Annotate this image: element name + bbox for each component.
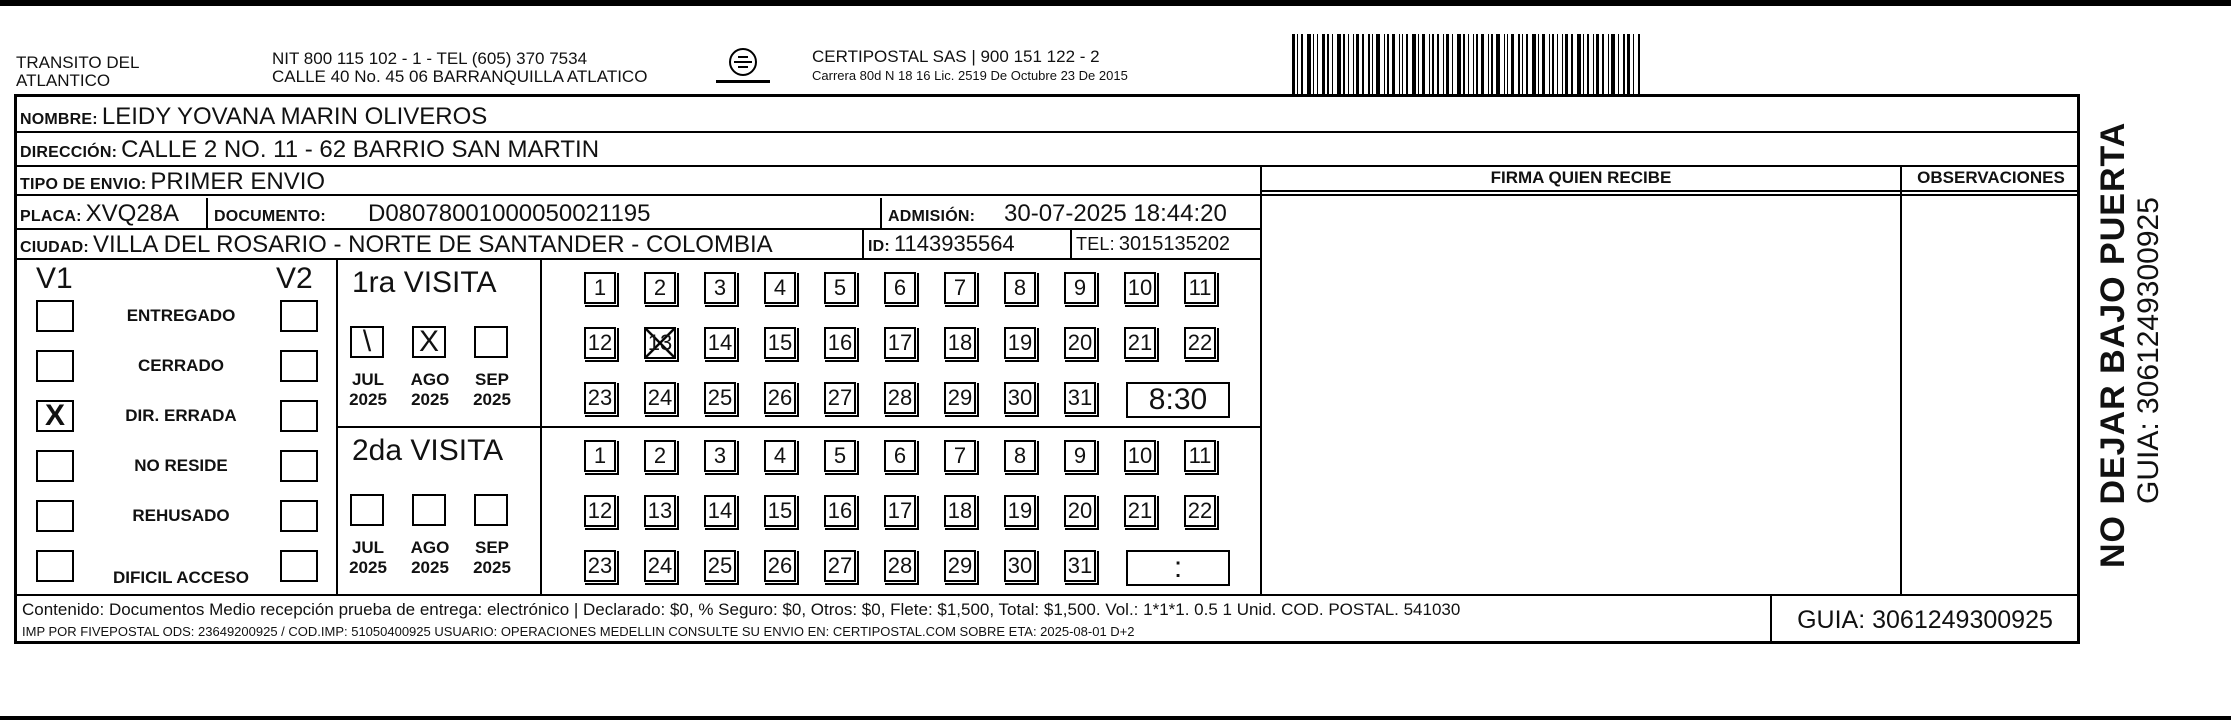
issuer-address: CALLE 40 No. 45 06 BARRANQUILLA ATLATICO: [272, 67, 648, 86]
visit-day-box[interactable]: 28: [884, 382, 916, 414]
rule-plate: [16, 228, 1260, 230]
visit-day-box[interactable]: 7: [944, 272, 976, 304]
visit-day-box[interactable]: 24: [644, 550, 676, 582]
visit-day-box[interactable]: 13: [644, 327, 676, 359]
visit-day-box[interactable]: 23: [584, 550, 616, 582]
barcode-bar: [1488, 34, 1489, 94]
issuer-name: [16, 54, 139, 90]
barcode-bar: [1481, 34, 1484, 94]
visit-day-box[interactable]: 19: [1004, 495, 1036, 527]
visit-month-label: [404, 538, 456, 578]
barcode-bar: [1538, 34, 1539, 94]
barcode-bar: [1443, 34, 1444, 94]
visit-month-label: [404, 370, 456, 410]
admission-divider: [880, 198, 882, 228]
visit-day-box[interactable]: 4: [764, 440, 796, 472]
visit-day-box[interactable]: 26: [764, 382, 796, 414]
admission-value: 30-07-2025 18:44:20: [1004, 200, 1227, 227]
barcode-bar: [1463, 34, 1465, 94]
barcode-bar: [1301, 34, 1303, 94]
barcode-bar: [1593, 34, 1594, 94]
v1-label: V1: [36, 262, 73, 295]
status-option-label: DIFICIL ACCESO: [112, 568, 249, 587]
visit-month-checkbox[interactable]: [474, 326, 508, 358]
barcode-bar: [1562, 34, 1563, 94]
visit-month-checkbox[interactable]: X: [412, 326, 446, 358]
barcode-bar: [1577, 34, 1581, 94]
footer-content-line: Contenido: Documentos Medio recepción prueba de entrega: electrónico | Declarado: $0, % Seguro: $0, Otros: $0, Flete: $1,500, Total: $1,500. Vol.: 1*1*1. 0.5 1 Unid. COD. POSTAL. 541030: [22, 600, 1461, 619]
top-border-line: [0, 0, 2231, 6]
barcode-bar: [1332, 34, 1333, 94]
visit-day-box[interactable]: 8: [1004, 272, 1036, 304]
barcode-bar: [1368, 34, 1370, 94]
certipostal-logo: [712, 46, 774, 90]
barcode-bar: [1511, 34, 1514, 94]
barcode-bar: [1611, 34, 1615, 94]
status-v2-checkbox[interactable]: [280, 350, 318, 382]
month-name: SEP: [474, 538, 510, 557]
barcode-bar: [1522, 34, 1523, 94]
issuer-nit: NIT 800 115 102 - 1 - TEL (605) 370 7534: [272, 49, 588, 68]
visit-day-box[interactable]: 11: [1184, 272, 1216, 304]
status-option-label: NO RESIDE: [134, 456, 228, 475]
id-label: ID:: [868, 238, 890, 255]
barcode-bar: [1557, 34, 1558, 94]
barcode-bar: [1504, 34, 1505, 94]
barcode-bar: [1633, 34, 1634, 94]
name-value: LEIDY YOVANA MARIN OLIVEROS: [101, 103, 488, 130]
month-name: AGO: [410, 538, 450, 557]
visit-day-box[interactable]: 16: [824, 327, 856, 359]
visit-day-box[interactable]: 12: [584, 327, 616, 359]
courier-license: Carrera 80d N 18 16 Lic. 2519 De Octubre 23 De 2015: [812, 68, 1128, 83]
bottom-border-line: [0, 716, 2231, 720]
barcode-bar: [1292, 34, 1295, 94]
visit-time-box[interactable]: 8:30: [1126, 382, 1230, 418]
status-v1-checkbox[interactable]: [36, 450, 74, 482]
courier-name: CERTIPOSTAL SAS | 900 151 122 - 2: [812, 47, 1100, 66]
month-year: 2025: [411, 390, 449, 409]
visit-day-box[interactable]: 27: [824, 550, 856, 582]
status-v1-checkbox[interactable]: X: [36, 400, 74, 432]
month-year: 2025: [473, 558, 511, 577]
month-name: JUL: [351, 370, 385, 389]
barcode-bar: [1542, 34, 1545, 94]
visit-day-box[interactable]: 20: [1064, 495, 1096, 527]
address-label: DIRECCIÓN:: [20, 144, 118, 161]
barcode-bar: [1343, 34, 1345, 94]
visit-day-box[interactable]: 5: [824, 272, 856, 304]
barcode-bar: [1457, 34, 1461, 94]
plate-row: [20, 200, 179, 228]
barcode-bar: [1587, 34, 1589, 94]
plate-divider: [206, 198, 208, 228]
visit-day-box[interactable]: 29: [944, 382, 976, 414]
status-v2-checkbox[interactable]: [280, 500, 318, 532]
visit-split-rule: [336, 426, 1260, 428]
barcode-bar: [1337, 34, 1341, 94]
side-notice: NO DEJAR BAJO PUERTA: [2094, 121, 2132, 568]
visit-day-box[interactable]: 22: [1184, 327, 1216, 359]
shipment-type-label: TIPO DE ENVIO:: [20, 176, 147, 193]
tel-label: TEL:: [1076, 234, 1115, 254]
barcode-bar: [1432, 34, 1434, 94]
visit-day-box[interactable]: 12: [584, 495, 616, 527]
visit-day-box[interactable]: 14: [704, 495, 736, 527]
status-v1-checkbox[interactable]: [36, 550, 74, 582]
rule-signature-header: [1260, 190, 2080, 192]
barcode-bar: [1602, 34, 1604, 94]
barcode-bar: [1322, 34, 1325, 94]
signature-header: FIRMA QUIEN RECIBE: [1490, 168, 1672, 187]
visit-day-box[interactable]: 30: [1004, 550, 1036, 582]
plate-label: PLACA:: [20, 208, 82, 225]
visit-month-label: [466, 538, 518, 578]
visit-day-box[interactable]: 25: [704, 550, 736, 582]
visit-day-box[interactable]: 2: [644, 272, 676, 304]
visit-day-box[interactable]: 31: [1064, 382, 1096, 414]
status-v1-checkbox[interactable]: [36, 500, 74, 532]
visit-month-checkbox[interactable]: [350, 494, 384, 526]
visit-day-box[interactable]: 11: [1184, 440, 1216, 472]
city-row: [20, 231, 773, 259]
visit-day-box[interactable]: 21: [1124, 495, 1156, 527]
barcode-bar: [1491, 34, 1493, 94]
status-v1-checkbox[interactable]: [36, 300, 74, 332]
barcode-bar: [1496, 34, 1500, 94]
visit-day-box[interactable]: 17: [884, 327, 916, 359]
status-v2-checkbox[interactable]: [280, 300, 318, 332]
barcode-bar: [1313, 34, 1314, 94]
address-value: CALLE 2 NO. 11 - 62 BARRIO SAN MARTIN: [121, 136, 600, 163]
admission-label: ADMISIÓN:: [888, 208, 976, 225]
visit-day-box[interactable]: 2: [644, 440, 676, 472]
barcode-bar: [1362, 34, 1364, 94]
status-option-label: CERRADO: [138, 356, 224, 375]
barcode-bar: [1412, 34, 1416, 94]
document-value: D08078001000050021195: [368, 200, 651, 227]
visit-title: 2da VISITA: [352, 434, 504, 467]
visit-day-box[interactable]: 25: [704, 382, 736, 414]
footer-imp-line: IMP POR FIVEPOSTAL ODS: 23649200925 / COD.IMP: 51050400925 USUARIO: OPERACIONES MEDELLIN CONSULTE SU ENVIO EN: CERTIPOSTAL.COM SOBRE ETA: 2025-08-01 D+2: [22, 624, 1135, 639]
barcode-bar: [1618, 34, 1619, 94]
document-label: DOCUMENTO:: [214, 208, 326, 225]
visit-month-label: [342, 370, 394, 410]
visit-day-box[interactable]: 23: [584, 382, 616, 414]
issuer-name-line2: ATLANTICO: [16, 71, 111, 90]
barcode-bar: [1476, 34, 1478, 94]
id-divider: [862, 230, 864, 258]
visit-day-box[interactable]: 18: [944, 495, 976, 527]
month-name: AGO: [410, 370, 450, 389]
barcode-bar: [1422, 34, 1425, 94]
visit-day-box[interactable]: 3: [704, 440, 736, 472]
visit-day-box[interactable]: 19: [1004, 327, 1036, 359]
status-option-label: ENTREGADO: [126, 306, 236, 325]
status-v1-checkbox[interactable]: [36, 350, 74, 382]
barcode-bar: [1507, 34, 1508, 94]
barcode-bar: [1392, 34, 1395, 94]
certipostal-logo-icon: [712, 46, 774, 90]
visit-day-box[interactable]: 5: [824, 440, 856, 472]
barcode-bar: [1418, 34, 1419, 94]
issuer-contact: [272, 50, 647, 86]
barcode-bar: [1429, 34, 1430, 94]
barcode-bar: [1376, 34, 1380, 94]
barcode-bar: [1552, 34, 1554, 94]
visit-day-box[interactable]: 7: [944, 440, 976, 472]
barcode-bar: [1372, 34, 1373, 94]
admission-row: [888, 200, 1227, 228]
visit-month-checkbox[interactable]: [412, 494, 446, 526]
visit-day-box[interactable]: 14: [704, 327, 736, 359]
barcode-bar: [1571, 34, 1573, 94]
barcode-bar: [1583, 34, 1584, 94]
courier-info: [812, 48, 1128, 83]
visit-day-box[interactable]: 10: [1124, 440, 1156, 472]
barcode-bar: [1452, 34, 1453, 94]
visit-day-box[interactable]: 30: [1004, 382, 1036, 414]
barcode-bar: [1526, 34, 1528, 94]
barcode-bar: [1384, 34, 1385, 94]
document-row: [214, 200, 651, 228]
tel-row: [1076, 233, 1230, 256]
barcode-bar: [1327, 34, 1329, 94]
visit-day-box[interactable]: 15: [764, 327, 796, 359]
barcode-bar: [1406, 34, 1408, 94]
visit-month-checkbox[interactable]: [474, 494, 508, 526]
city-label: CIUDAD:: [20, 239, 89, 256]
visit-day-box[interactable]: 13: [644, 495, 676, 527]
barcode-bar: [1627, 34, 1630, 94]
shipment-type-value: PRIMER ENVIO: [150, 168, 326, 195]
barcode-bar: [1623, 34, 1625, 94]
visit-day-box[interactable]: 10: [1124, 272, 1156, 304]
barcode-bar: [1317, 34, 1318, 94]
barcode-bar: [1468, 34, 1469, 94]
recipient-address-row: [20, 136, 599, 164]
barcode-bar: [1608, 34, 1609, 94]
observations-area[interactable]: [1902, 194, 2080, 594]
id-row: [868, 231, 1015, 257]
barcode-bar: [1565, 34, 1568, 94]
barcode-bar: [1353, 34, 1354, 94]
city-value: VILLA DEL ROSARIO - NORTE DE SANTANDER - COLOMBIA: [92, 231, 773, 258]
tel-value: 3015135202: [1118, 233, 1231, 255]
visit-month-checkbox[interactable]: \: [350, 326, 384, 358]
visit-day-box[interactable]: 6: [884, 440, 916, 472]
recipient-name-row: [20, 103, 487, 131]
visit-day-box[interactable]: 17: [884, 495, 916, 527]
visit-day-box[interactable]: 22: [1184, 495, 1216, 527]
side-guia: GUIA: 3061249300925: [2132, 197, 2165, 504]
visit-day-box[interactable]: 21: [1124, 327, 1156, 359]
barcode-bar: [1638, 34, 1640, 94]
plate-value: XVQ28A: [85, 200, 180, 227]
status-option-label: REHUSADO: [132, 506, 230, 525]
visit-day-box[interactable]: 6: [884, 272, 916, 304]
barcode-bar: [1596, 34, 1599, 94]
barcode-bar: [1473, 34, 1474, 94]
month-name: SEP: [474, 370, 510, 389]
visit-day-box[interactable]: 27: [824, 382, 856, 414]
status-v2-checkbox[interactable]: [280, 550, 318, 582]
visit-title: 1ra VISITA: [352, 266, 497, 299]
barcode-bar: [1356, 34, 1359, 94]
status-option-label: DIR. ERRADA: [125, 406, 237, 425]
issuer-name-line1: TRANSITO DEL: [16, 53, 140, 72]
visit-day-box[interactable]: 26: [764, 550, 796, 582]
visit-day-box[interactable]: 18: [944, 327, 976, 359]
name-label: NOMBRE:: [20, 111, 98, 128]
barcode-bar: [1437, 34, 1439, 94]
signature-area[interactable]: [1262, 194, 1900, 594]
visit-day-box[interactable]: 24: [644, 382, 676, 414]
footer-guia: GUIA: 3061249300925: [1797, 606, 2053, 634]
tel-divider: [1070, 230, 1072, 258]
visit-month-label: [466, 370, 518, 410]
month-year: 2025: [349, 390, 387, 409]
month-year: 2025: [349, 558, 387, 577]
id-value: 1143935564: [893, 231, 1015, 256]
observations-header: OBSERVACIONES: [1917, 168, 2065, 187]
visit-day-box[interactable]: 3: [704, 272, 736, 304]
visit-day-box[interactable]: 28: [884, 550, 916, 582]
barcode-bar: [1297, 34, 1298, 94]
barcode-bar: [1532, 34, 1536, 94]
barcode-bar: [1518, 34, 1520, 94]
shipment-type-row: [20, 168, 325, 196]
month-year: 2025: [473, 390, 511, 409]
visit-day-box[interactable]: 9: [1064, 440, 1096, 472]
visit-day-box[interactable]: 20: [1064, 327, 1096, 359]
barcode-bar: [1446, 34, 1449, 94]
v2-label: V2: [276, 262, 313, 295]
status-v2-checkbox[interactable]: [280, 450, 318, 482]
month-name: JUL: [351, 538, 385, 557]
visit-day-box[interactable]: 16: [824, 495, 856, 527]
visit-day-box[interactable]: 1: [584, 272, 616, 304]
rule-address: [16, 165, 2080, 167]
visit-day-box[interactable]: 4: [764, 272, 796, 304]
barcode-bar: [1348, 34, 1349, 94]
tracking-barcode: [1292, 34, 1882, 94]
status-v2-checkbox[interactable]: [280, 400, 318, 432]
barcode-bar: [1402, 34, 1403, 94]
visit-day-box[interactable]: 31: [1064, 550, 1096, 582]
visit-day-box[interactable]: 29: [944, 550, 976, 582]
visit-day-box[interactable]: 8: [1004, 440, 1036, 472]
visit-time-box[interactable]: :: [1126, 550, 1230, 586]
barcode-bar: [1549, 34, 1550, 94]
barcode-bar: [1307, 34, 1311, 94]
visit-month-label: [342, 538, 394, 578]
visit-day-box[interactable]: 15: [764, 495, 796, 527]
rule-name: [16, 131, 2080, 133]
visit-day-box[interactable]: 1: [584, 440, 616, 472]
barcode-bar: [1399, 34, 1400, 94]
barcode-bar: [1387, 34, 1389, 94]
month-year: 2025: [411, 558, 449, 577]
visit-day-box[interactable]: 9: [1064, 272, 1096, 304]
